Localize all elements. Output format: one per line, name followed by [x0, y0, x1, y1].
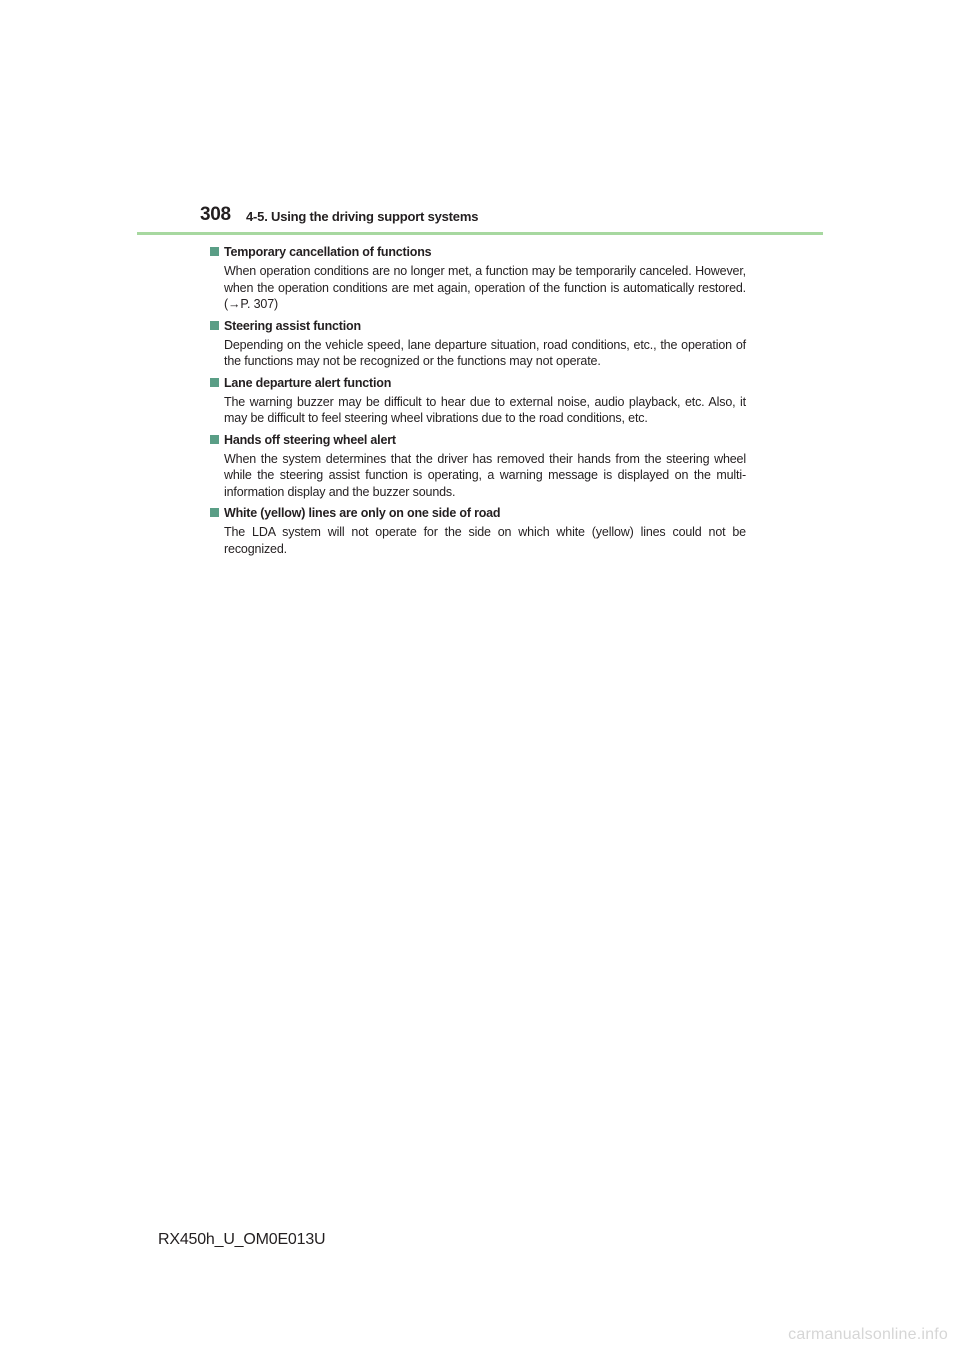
topic-body: The LDA system will not operate for the side on which white (yellow) lines could not be recognized. [224, 525, 746, 556]
square-bullet-icon [210, 321, 219, 330]
topic-heading-text: Lane departure alert function [224, 375, 392, 390]
topic-temporary-cancellation [210, 243, 746, 313]
topic-heading-text: Temporary cancellation of functions [224, 245, 432, 259]
topic-heading-text: Hands off steering wheel alert [224, 432, 396, 447]
topic-body: When operation conditions are no longer met, a function may be temporarily canceled. However, when the operation conditions are met again, operation of the function is automatically restored. (→P. 307) [224, 264, 746, 311]
topic-one-side-lines [210, 504, 746, 557]
topic-lane-departure-alert [210, 374, 746, 427]
square-bullet-icon [210, 247, 219, 256]
square-bullet-icon [210, 378, 219, 387]
topic-hands-off-alert [210, 431, 746, 501]
document-code: RX450h_U_OM0E013U [158, 1231, 326, 1248]
page-number: 308 [200, 204, 231, 225]
topic-heading [210, 504, 746, 522]
topic-heading [210, 243, 746, 261]
square-bullet-icon [210, 435, 219, 444]
topic-body: Depending on the vehicle speed, lane departure situation, road conditions, etc., the operation of the functions may not be recognized or the functions may not operate. [224, 337, 746, 368]
content-area [210, 243, 746, 561]
topic-body: The warning buzzer may be difficult to hear due to external noise, audio playback, etc. Also, it may be difficult to feel steering wheel vibrations due to the road conditions, etc. [224, 394, 746, 425]
topic-heading-text: Steering assist function [224, 318, 361, 333]
topic-heading [210, 431, 746, 449]
topic-body: When the system determines that the driver has removed their hands from the steering wheel while the steering assist function is operating, a warning message is displayed on the multi-information display and the buzzer sounds. [224, 451, 746, 499]
topic-heading [210, 374, 746, 392]
section-title: 4-5. Using the driving support systems [246, 209, 479, 224]
topic-heading-text: White (yellow) lines are only on one side of road [224, 506, 501, 520]
page-header [200, 204, 820, 230]
topic-steering-assist [210, 317, 746, 370]
topic-heading [210, 317, 746, 335]
header-rule [137, 232, 823, 235]
watermark: carmanualsonline.info [788, 1326, 948, 1343]
square-bullet-icon [210, 508, 219, 517]
